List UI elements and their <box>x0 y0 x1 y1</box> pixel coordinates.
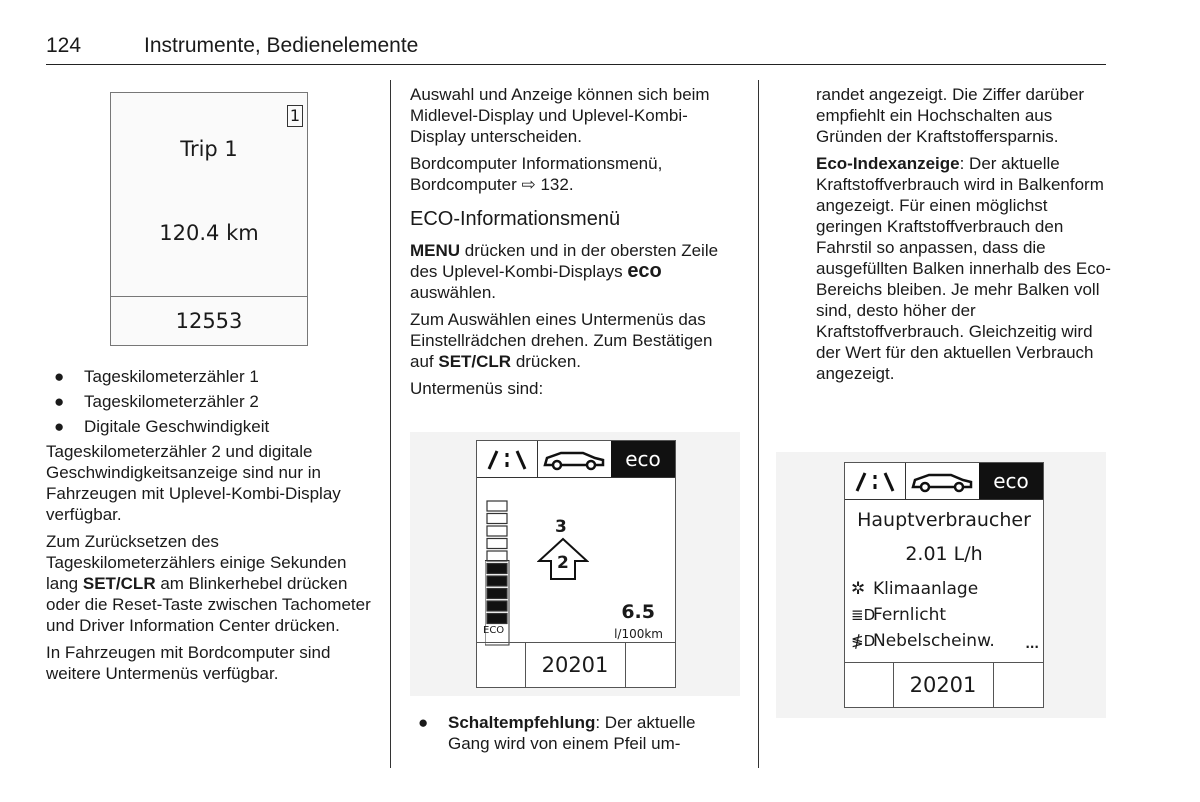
eco-bar-filled <box>487 589 507 599</box>
consumer-value: 2.01 L/h <box>905 543 983 565</box>
trip-corner-badge: 1 <box>287 105 303 127</box>
display-tabs <box>477 441 675 478</box>
tab-road <box>845 463 906 499</box>
paragraph: Bordcomputer Informationsmenü, Bordcomputer ⇨ 132. <box>410 154 663 194</box>
eco-bar-filled <box>487 614 507 624</box>
list-item: ● Digitale Geschwindigkeit <box>54 417 270 436</box>
next-gear: 3 <box>555 517 567 537</box>
section-title: Instrumente, Bedienelemente <box>144 34 419 57</box>
paragraph: Auswahl und Anzeige können sich beim Midlevel-Display und Uplevel-Kombi-Display unterscheiden. <box>410 85 710 146</box>
paragraph: Eco-Indexanzeige: Der aktuelle Kraftstoffverbrauch wird in Balkenform angezeigt. Für einen möglichst geringen Kraftstoffverbrauch den Fahrstil so anpassen, dass die ausgefüllten Balken innerhalb des Eco-Bereichs bleiben. Je mehr Balken voll sind, desto höher der Kraftstoffverbrauch. Gleichzeitig wird der Wert für den aktuellen Verbrauch angezeigt. <box>816 154 1111 383</box>
page-header <box>46 32 1106 65</box>
high-beam-icon: ≣D <box>851 606 876 624</box>
car-icon <box>537 441 611 477</box>
list-item-text: Tageskilometerzähler 2 <box>84 392 259 411</box>
trip-figure <box>46 78 374 356</box>
odometer-value: 20201 <box>893 663 994 707</box>
consumption-value: 6.5 <box>621 601 655 623</box>
consumer-display <box>844 462 1044 708</box>
odometer-value: 20201 <box>525 643 626 687</box>
tab-car <box>537 441 612 477</box>
car-icon <box>905 463 979 499</box>
eco-shift-figure <box>410 432 740 696</box>
tab-eco: eco <box>611 441 675 477</box>
list-item: ● Schaltempfehlung: Der aktuelle Gang wird von einem Pfeil um- <box>418 713 696 753</box>
paragraph: Untermenüs sind: <box>410 379 544 398</box>
eco-bar-filled <box>487 576 507 586</box>
column-2-bullet <box>410 712 740 758</box>
column-divider-2 <box>758 80 759 768</box>
display-tabs <box>845 463 1043 500</box>
consumption-unit: l/100km <box>614 627 663 641</box>
road-icon <box>845 463 905 499</box>
trip-distance: 120.4 km <box>159 221 259 245</box>
paragraph: MENU drücken und in der obersten Zeile des Uplevel-Kombi-Displays eco auswählen. <box>410 241 719 302</box>
list-item: ● Tageskilometerzähler 1 <box>54 367 259 386</box>
tab-eco: eco <box>979 463 1043 499</box>
list-item-text: Digitale Geschwindigkeit <box>84 417 270 436</box>
column-divider-1 <box>390 80 391 768</box>
eco-bar-filled <box>487 564 507 574</box>
eco-bar-label: ECO <box>483 625 505 636</box>
consumer-title: Hauptverbraucher <box>857 509 1031 531</box>
road-icon <box>477 441 537 477</box>
consumer-item: ≸DNebelscheinw. <box>851 631 995 651</box>
paragraph: Zum Auswählen eines Untermenüs das Einstellrädchen drehen. Zum Bestätigen auf SET/CLR drücken. <box>410 310 713 371</box>
list-item: ● Tageskilometerzähler 2 <box>54 392 259 411</box>
section-heading: ECO-Informationsmenü <box>410 208 621 230</box>
eco-bar-empty <box>487 501 507 511</box>
odometer-bar <box>845 662 1043 707</box>
eco-bar-empty <box>487 551 507 561</box>
air-conditioning-icon: ✲ <box>851 579 866 599</box>
odometer-bar <box>477 642 675 687</box>
eco-bar-empty <box>487 539 507 549</box>
more-indicator: ... <box>1025 637 1039 651</box>
consumer-item: ≣DFernlicht <box>851 605 947 625</box>
column-3 <box>816 84 1112 390</box>
paragraph: Tageskilometerzähler 2 und digitale Geschwindigkeitsanzeige sind nur in Fahrzeugen mit Uplevel-Kombi-Display verfügbar. <box>46 442 341 524</box>
consumer-item: ✲ Klimaanlage <box>851 579 979 599</box>
eco-bar-empty <box>487 526 507 536</box>
consumer-figure <box>776 452 1106 718</box>
eco-bar-empty <box>487 514 507 524</box>
paragraph: randet angezeigt. Die Ziffer darüber empfiehlt ein Hochschalten aus Gründen der Kraftstoffersparnis. <box>816 85 1085 146</box>
paragraph: In Fahrzeugen mit Bordcomputer sind weitere Untermenüs verfügbar. <box>46 643 331 683</box>
trip-label: Trip 1 <box>180 137 238 161</box>
page-number: 124 <box>46 34 82 57</box>
column-2 <box>410 84 740 405</box>
eco-bar-filled <box>487 601 507 611</box>
column-1 <box>46 366 376 690</box>
paragraph: Zum Zurücksetzen des Tageskilometerzählers einige Sekunden lang SET/CLR am Blinkerhebel drücken oder die Reset-Taste zwischen Tachometer und Driver Information Center drücken. <box>46 532 371 635</box>
current-gear: 2 <box>557 553 569 573</box>
odometer-bar <box>111 296 307 345</box>
list-item-text: Tageskilometerzähler 1 <box>84 367 259 386</box>
tab-car <box>905 463 980 499</box>
trip-display <box>110 92 308 346</box>
fog-light-icon: ≸D <box>851 632 876 650</box>
odometer-value: 12553 <box>175 309 243 333</box>
tab-road <box>477 441 538 477</box>
eco-shift-display <box>476 440 676 688</box>
